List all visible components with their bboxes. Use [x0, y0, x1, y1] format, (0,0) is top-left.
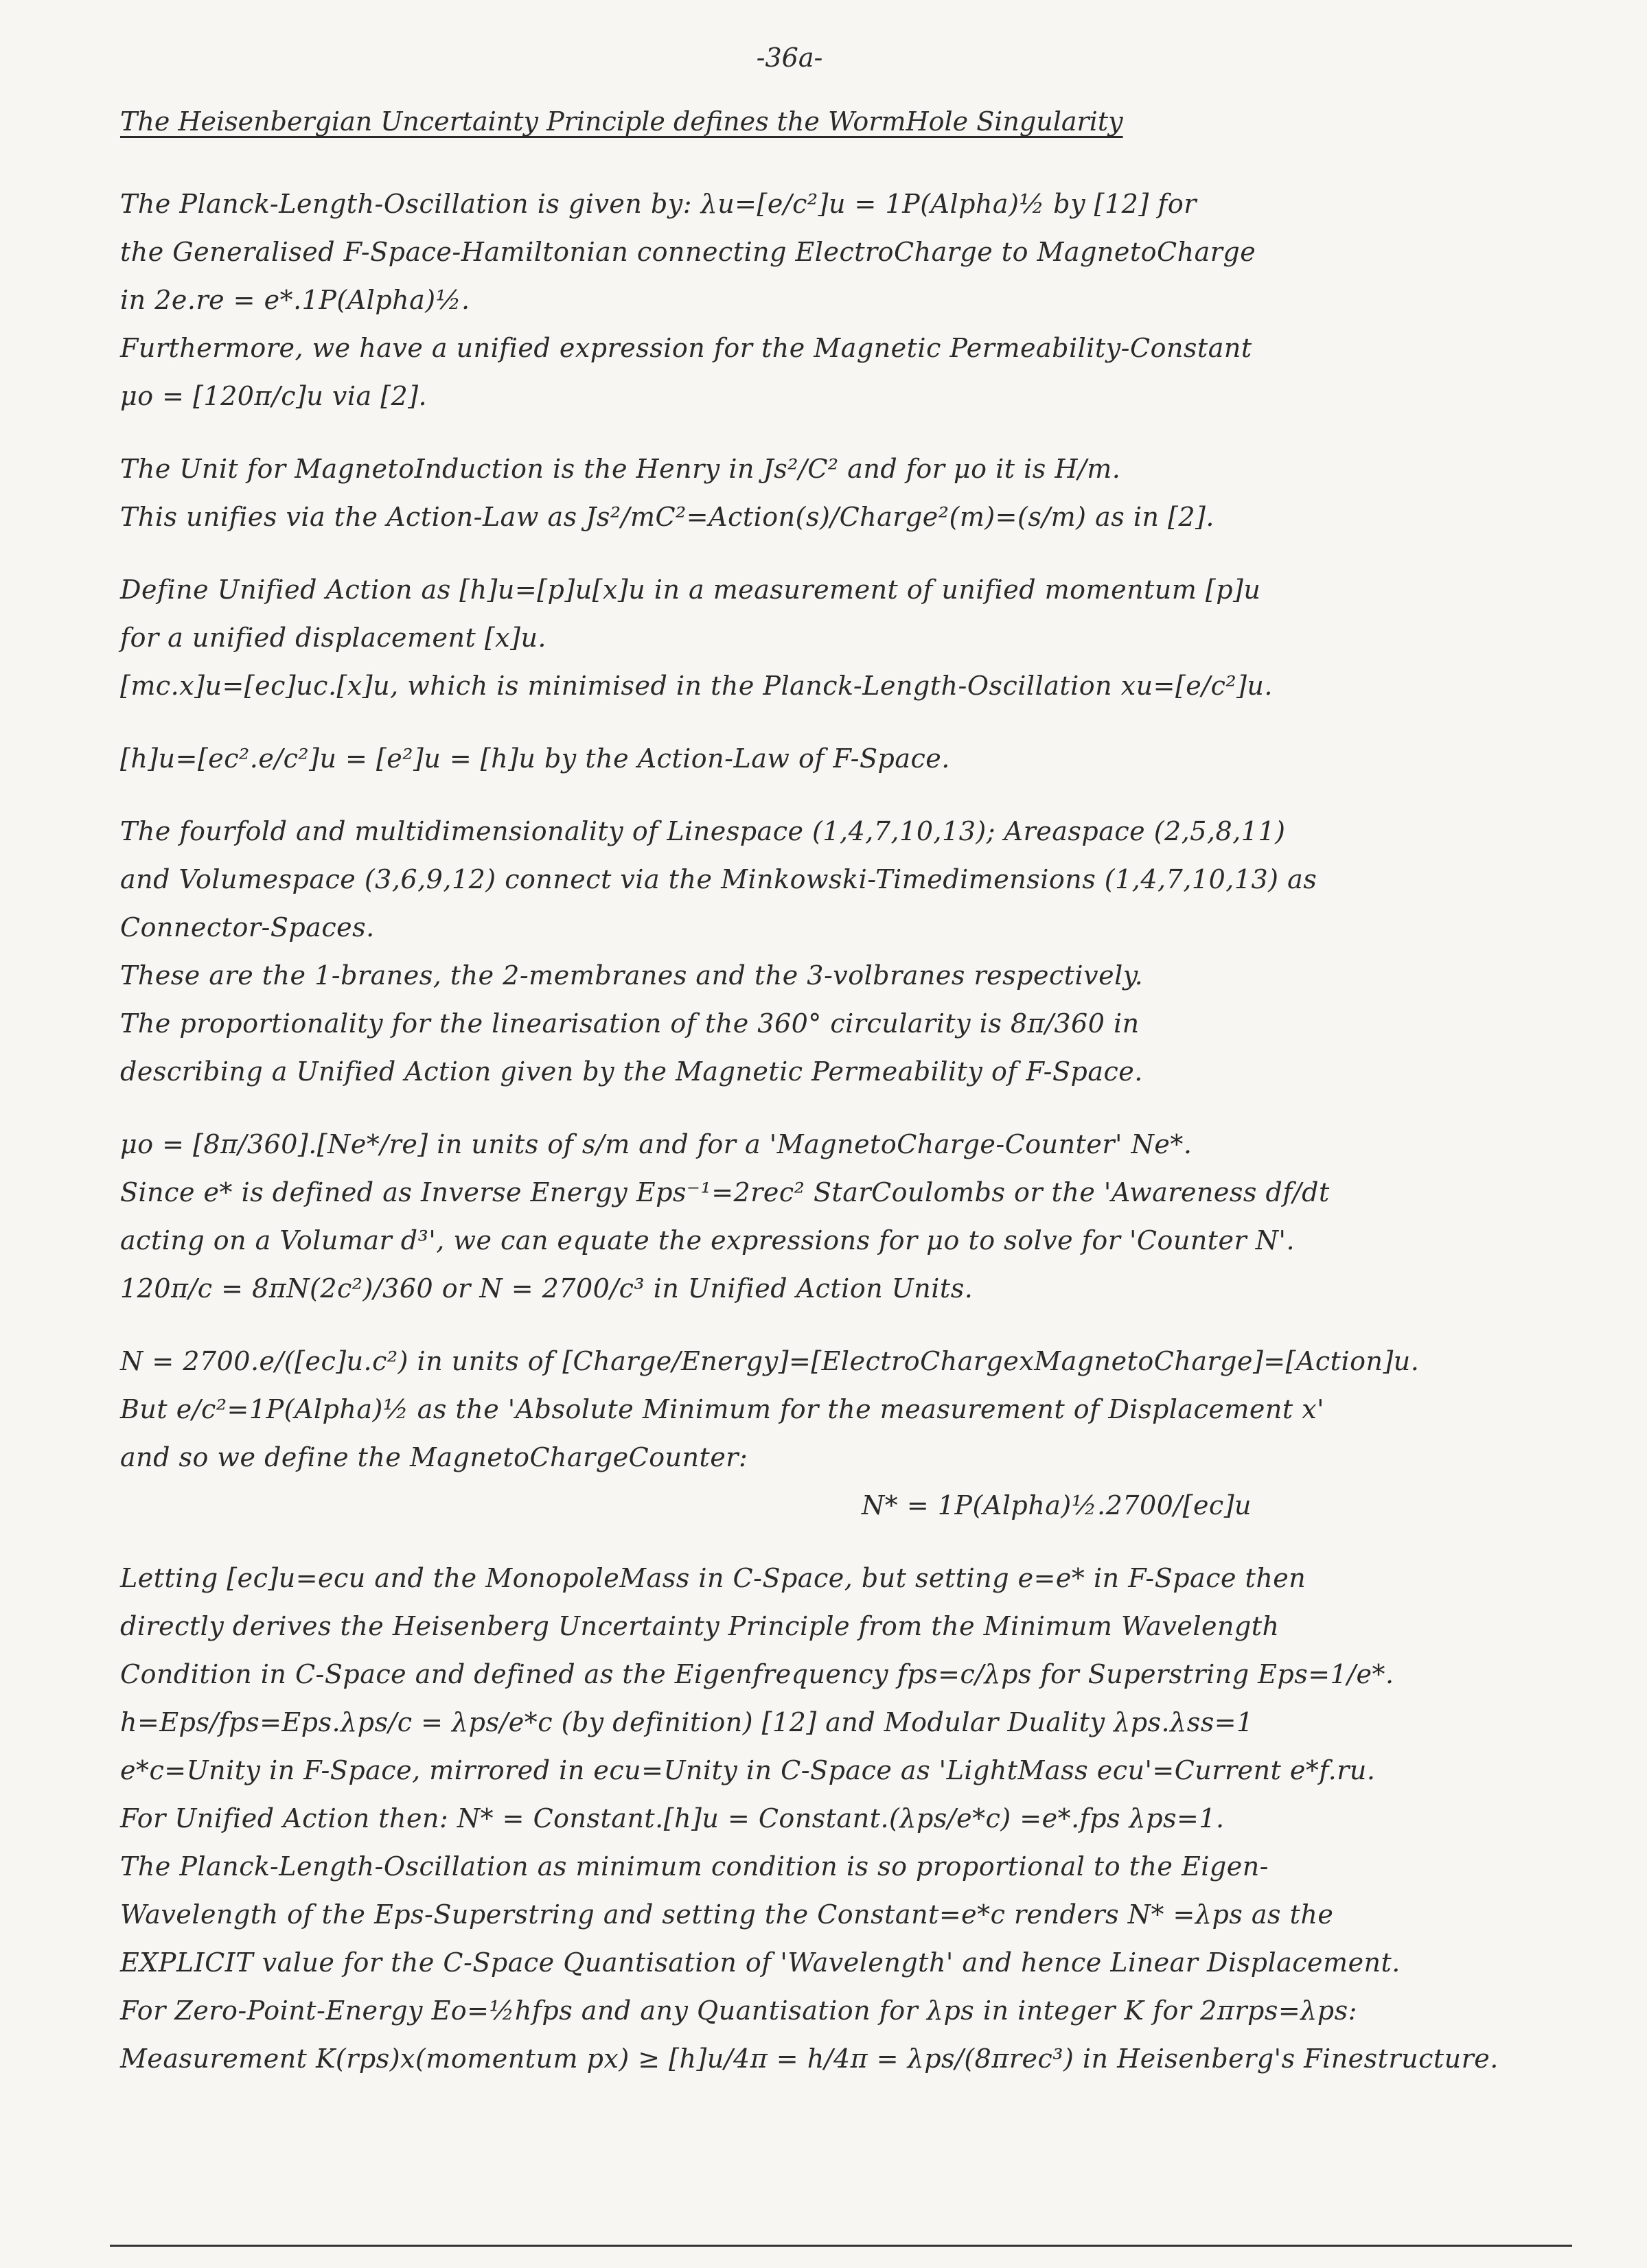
text-line: [h]u=[ec².e/c²]u = [e²]u = [h]u by the Action-Law of F-Space. [120, 743, 950, 774]
text-line: For Zero-Point-Energy Eo=½hfps and any Quantisation for λps in integer K for 2πrps=λps: [120, 1995, 1357, 2026]
bottom-rule [110, 2245, 1572, 2247]
document-body [120, 180, 1562, 2083]
text-line: Define Unified Action as [h]u=[p]u[x]u in a measurement of unified momentum [p]u [120, 575, 1261, 605]
text-line: and so we define the MagnetoChargeCounter: [120, 1442, 748, 1472]
text-line: h=Eps/fps=Eps.λps/c = λps/e*c (by definition) [12] and Modular Duality λps.λss=1 [120, 1707, 1254, 1737]
page-title: The Heisenbergian Uncertainty Principle defines the WormHole Singularity [120, 106, 1123, 137]
text-line: describing a Unified Action given by the Magnetic Permeability of F-Space. [120, 1056, 1143, 1087]
page-number: -36a- [756, 43, 823, 73]
text-line: acting on a Volumar d³', we can equate the expressions for μo to solve for 'Counter N'. [120, 1225, 1295, 1256]
text-line: μo = [8π/360].[Ne*/re] in units of s/m and for a 'MagnetoCharge-Counter' Ne*. [120, 1129, 1193, 1159]
text-line: 120π/c = 8πN(2c²)/360 or N = 2700/c³ in Unified Action Units. [120, 1273, 974, 1304]
text-line: But e/c²=1P(Alpha)½ as the 'Absolute Minimum for the measurement of Displacement x' [120, 1394, 1325, 1424]
text-line: e*c=Unity in F-Space, mirrored in ecu=Unity in C-Space as 'LightMass ecu'=Current e*f.ru. [120, 1755, 1376, 1785]
text-line: N = 2700.e/([ec]u.c²) in units of [Charge/Energy]=[ElectroChargexMagnetoCharge]=[Action]u. [120, 1346, 1420, 1376]
text-line: The Planck-Length-Oscillation is given by: λu=[e/c²]u = 1P(Alpha)½ by [12] for [120, 189, 1197, 219]
text-line: and Volumespace (3,6,9,12) connect via the Minkowski-Timedimensions (1,4,7,10,13) as [120, 864, 1317, 894]
text-line: The Planck-Length-Oscillation as minimum condition is so proportional to the Eigen- [120, 1851, 1269, 1882]
text-line: directly derives the Heisenberg Uncertainty Principle from the Minimum Wavelength [120, 1611, 1280, 1641]
text-line: Furthermore, we have a unified expression for the Magnetic Permeability-Constant [120, 333, 1252, 363]
formula-line: N* = 1P(Alpha)½.2700/[ec]u [862, 1490, 1252, 1520]
text-line: The proportionality for the linearisation of the 360° circularity is 8π/360 in [120, 1008, 1140, 1039]
text-line: Letting [ec]u=ecu and the MonopoleMass in C-Space, but setting e=e* in F-Space then [120, 1563, 1306, 1593]
text-line: For Unified Action then: N* = Constant.[h]u = Constant.(λps/e*c) =e*.fps λps=1. [120, 1803, 1225, 1833]
text-line: The fourfold and multidimensionality of Linespace (1,4,7,10,13); Areaspace (2,5,8,11) [120, 816, 1286, 846]
text-line: the Generalised F-Space-Hamiltonian connecting ElectroCharge to MagnetoCharge [120, 237, 1256, 267]
text-line: The Unit for MagnetoInduction is the Henry in Js²/C² and for μo it is H/m. [120, 454, 1121, 484]
text-line: Condition in C-Space and defined as the Eigenfrequency fps=c/λps for Superstring Eps=1/e*. [120, 1659, 1394, 1689]
text-line: This unifies via the Action-Law as Js²/mC²=Action(s)/Charge²(m)=(s/m) as in [2]. [120, 502, 1214, 532]
text-line: Connector-Spaces. [120, 912, 375, 942]
text-line: μo = [120π/c]u via [2]. [120, 381, 428, 411]
text-line: Wavelength of the Eps-Superstring and setting the Constant=e*c renders N* =λps as the [120, 1899, 1334, 1930]
text-line: Measurement K(rps)x(momentum px) ≥ [h]u/4π = h/4π = λps/(8πrec³) in Heisenberg's Finestructure. [120, 2044, 1499, 2074]
text-line: for a unified displacement [x]u. [120, 623, 546, 653]
text-line: These are the 1-branes, the 2-membranes and the 3-volbranes respectively. [120, 960, 1144, 991]
text-line: [mc.x]u=[ec]uc.[x]u, which is minimised in the Planck-Length-Oscillation xu=[e/c²]u. [120, 671, 1273, 701]
text-line: EXPLICIT value for the C-Space Quantisation of 'Wavelength' and hence Linear Displacement. [120, 1947, 1401, 1978]
text-line: Since e* is defined as Inverse Energy Eps⁻¹=2rec² StarCoulombs or the 'Awareness df/dt [120, 1177, 1330, 1207]
text-line: in 2e.re = e*.1P(Alpha)½. [120, 285, 470, 315]
